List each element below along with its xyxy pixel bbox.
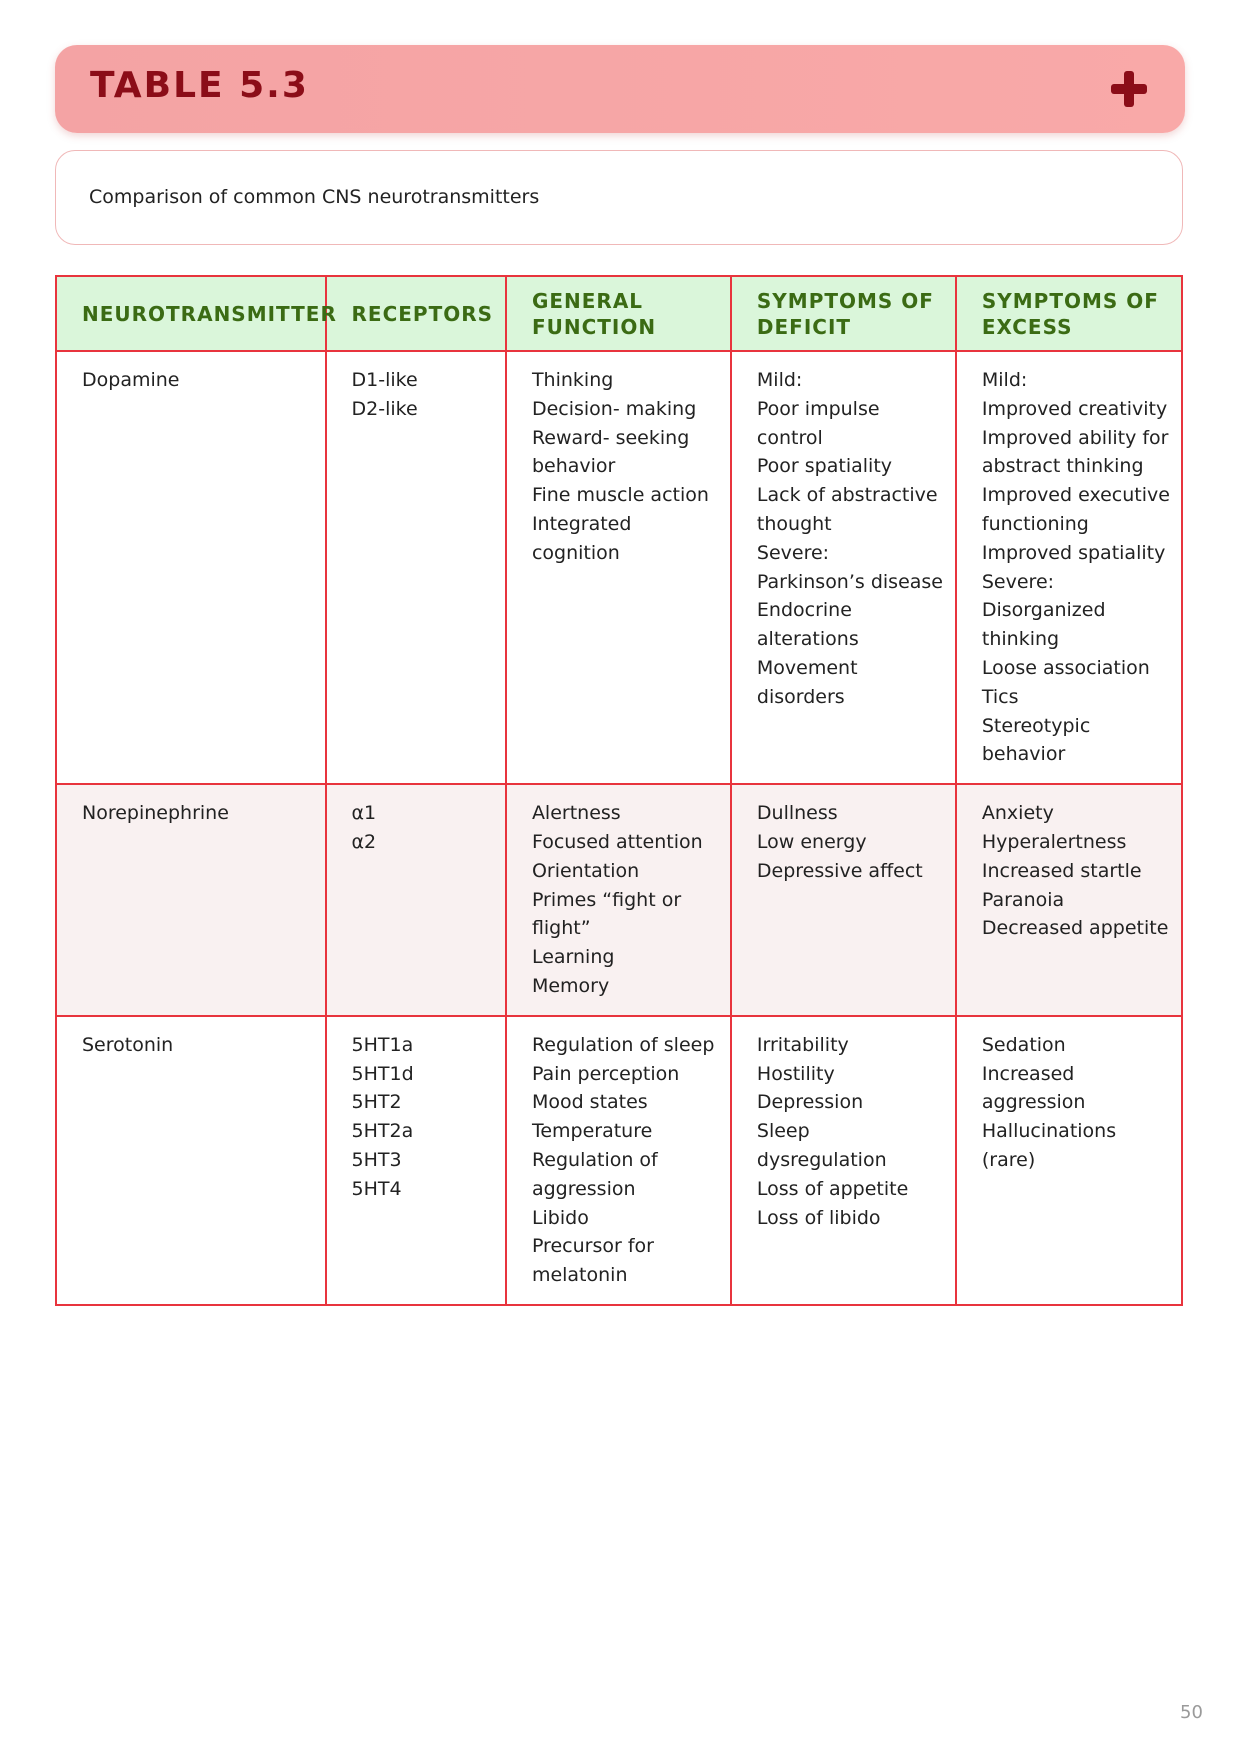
cell-line: Depression bbox=[756, 1091, 864, 1114]
cell-line: Regulation of sleep bbox=[531, 1033, 715, 1056]
cell-line: Temperature bbox=[531, 1120, 653, 1143]
cell-line: Endocrine alterations bbox=[756, 599, 859, 651]
header-receptors: RECEPTORS bbox=[326, 276, 506, 351]
table-row bbox=[56, 351, 1182, 784]
cell-line: Severe: bbox=[756, 541, 830, 564]
header-neurotransmitter: NEUROTRANSMITTER bbox=[56, 276, 326, 351]
cell-line: Poor impulse control bbox=[756, 397, 880, 449]
cell-line: Tics bbox=[981, 685, 1019, 708]
cell-general-function bbox=[506, 1016, 731, 1305]
cell-line: Mild: bbox=[981, 369, 1028, 391]
cell-line: Sleep dysregulation bbox=[756, 1120, 887, 1171]
cell-line: 5HT1a bbox=[351, 1033, 414, 1056]
cell-line: Alertness bbox=[531, 802, 621, 825]
cell-line: Loss of libido bbox=[756, 1206, 881, 1229]
cell-line: Precursor for melatonin bbox=[531, 1235, 654, 1287]
cell-line: Decision- making bbox=[531, 397, 697, 420]
cell-line: Thinking bbox=[531, 369, 614, 391]
cell-receptors bbox=[326, 351, 506, 784]
page-number: 50 bbox=[1180, 1702, 1203, 1723]
cell-general-function bbox=[506, 351, 731, 784]
cell-general-function bbox=[506, 784, 731, 1016]
cell-line: Loss of appetite bbox=[756, 1177, 909, 1200]
cell-line: Mild: bbox=[756, 369, 803, 391]
cell-line: Reward- seeking behavior bbox=[531, 426, 690, 478]
cell-line: Hyperalertness bbox=[981, 830, 1127, 853]
cell-line: Libido bbox=[531, 1206, 589, 1229]
cell-line: Improved creativity bbox=[981, 397, 1168, 420]
cell-line: Regulation of aggression bbox=[531, 1148, 658, 1200]
cell-line: Disorganized thinking bbox=[981, 599, 1106, 651]
cell-symptoms-of-excess bbox=[956, 1016, 1182, 1305]
cell-line: Hostility bbox=[756, 1062, 835, 1085]
table-title: TABLE 5.3 bbox=[90, 65, 309, 106]
cell-line: 5HT2 bbox=[351, 1091, 402, 1114]
cell-line: Anxiety bbox=[981, 802, 1054, 825]
cell-symptoms-of-deficit bbox=[731, 1016, 956, 1305]
cell-line: α1 bbox=[351, 802, 377, 825]
cell-symptoms-of-excess bbox=[956, 351, 1182, 784]
cell-line: Learning bbox=[531, 946, 615, 969]
cell-neurotransmitter: Dopamine bbox=[56, 351, 326, 784]
table-row bbox=[56, 1016, 1182, 1305]
cell-line: Loose association bbox=[981, 656, 1150, 679]
caption-box bbox=[55, 150, 1183, 245]
table-caption: Comparison of common CNS neurotransmitters bbox=[89, 186, 540, 208]
header-symptoms-of-deficit: SYMPTOMS OF DEFICIT bbox=[731, 276, 956, 351]
cell-line: Pain perception bbox=[531, 1062, 680, 1085]
cell-line: Paranoia bbox=[981, 888, 1065, 911]
cell-line: D1-like bbox=[351, 369, 418, 391]
cell-line: 5HT4 bbox=[351, 1177, 402, 1200]
cell-symptoms-of-deficit bbox=[731, 784, 956, 1016]
table-header-row bbox=[56, 276, 1182, 351]
cell-line: Improved executive functioning bbox=[981, 484, 1170, 535]
neurotransmitter-table bbox=[55, 275, 1183, 1306]
cell-line: Orientation bbox=[531, 859, 640, 882]
cell-line: Stereotypic behavior bbox=[981, 714, 1091, 766]
cell-line: 5HT3 bbox=[351, 1148, 402, 1171]
cell-line: 5HT1d bbox=[351, 1062, 414, 1085]
cell-line: Integrated cognition bbox=[531, 512, 632, 564]
cell-symptoms-of-deficit bbox=[731, 351, 956, 784]
table-banner bbox=[55, 45, 1185, 133]
cell-line: D2-like bbox=[351, 397, 418, 420]
cell-line: Focused attention bbox=[531, 830, 703, 853]
cell-line: Hallucinations (rare) bbox=[981, 1120, 1117, 1171]
cell-line: Movement disorders bbox=[756, 656, 858, 708]
cell-neurotransmitter: Norepinephrine bbox=[56, 784, 326, 1016]
cell-line: Poor spatiality bbox=[756, 455, 893, 478]
cell-line: Increased aggression bbox=[981, 1062, 1086, 1114]
cell-line: 5HT2a bbox=[351, 1120, 414, 1143]
cell-line: Parkinson’s disease bbox=[756, 570, 943, 593]
table-row bbox=[56, 784, 1182, 1016]
cell-line: Improved spatiality bbox=[981, 541, 1166, 564]
header-symptoms-of-excess: SYMPTOMS OF EXCESS bbox=[956, 276, 1182, 351]
plus-icon bbox=[1111, 71, 1147, 107]
header-general-function: GENERAL FUNCTION bbox=[506, 276, 731, 351]
cell-line: Improved ability for abstract thinking bbox=[981, 426, 1169, 478]
cell-line: Memory bbox=[531, 974, 610, 997]
cell-line: α2 bbox=[351, 830, 377, 853]
cell-line: Primes “fight or flight” bbox=[531, 888, 682, 940]
cell-line: Depressive affect bbox=[756, 859, 923, 882]
cell-line: Lack of abstractive thought bbox=[756, 484, 938, 535]
cell-receptors bbox=[326, 1016, 506, 1305]
cell-line: Increased startle bbox=[981, 859, 1142, 882]
cell-line: Dullness bbox=[756, 802, 838, 825]
cell-line: Irritability bbox=[756, 1033, 849, 1056]
cell-receptors bbox=[326, 784, 506, 1016]
cell-symptoms-of-excess bbox=[956, 784, 1182, 1016]
cell-line: Sedation bbox=[981, 1033, 1066, 1056]
cell-line: Decreased appetite bbox=[981, 917, 1169, 940]
cell-line: Fine muscle action bbox=[531, 484, 709, 507]
cell-neurotransmitter: Serotonin bbox=[56, 1016, 326, 1305]
cell-line: Severe: bbox=[981, 570, 1055, 593]
cell-line: Mood states bbox=[531, 1091, 648, 1114]
cell-line: Low energy bbox=[756, 830, 867, 853]
